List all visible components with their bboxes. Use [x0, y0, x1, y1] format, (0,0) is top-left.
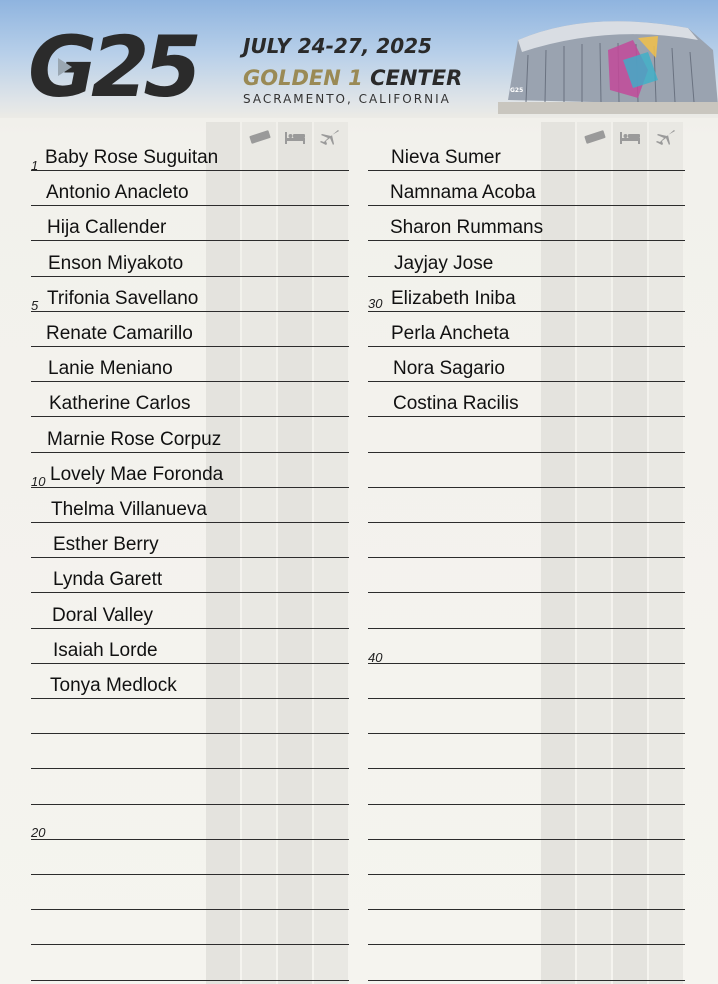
right-row[interactable] [368, 959, 685, 981]
right-name: Namnama Acoba [390, 182, 536, 204]
right-row[interactable] [368, 853, 685, 875]
left-row[interactable] [31, 923, 349, 945]
arena-image [498, 10, 718, 114]
left-name: Tonya Medlock [50, 675, 177, 696]
right-name: Costina Racilis [393, 393, 519, 415]
row-number-5: 5 [31, 298, 39, 313]
right-row[interactable] [368, 642, 685, 664]
venue-name-dark: CENTER [370, 66, 463, 90]
right-row[interactable] [368, 184, 685, 206]
left-name: Thelma Villanueva [51, 499, 207, 520]
ticket-icon [583, 128, 607, 146]
left-row[interactable] [31, 571, 349, 593]
event-header [0, 0, 718, 118]
row-number-10: 10 [31, 474, 46, 489]
left-row[interactable] [31, 360, 349, 382]
right-row[interactable] [368, 923, 685, 945]
left-row[interactable] [31, 712, 349, 734]
left-row[interactable] [31, 888, 349, 910]
left-row[interactable] [31, 959, 349, 981]
row-number-40: 40 [368, 650, 383, 665]
right-row[interactable] [368, 712, 685, 734]
left-name: Antonio Anacleto [46, 182, 189, 204]
event-date: JULY 24-27, 2025 [243, 34, 432, 58]
right-name: Perla Ancheta [391, 323, 510, 344]
right-row[interactable] [368, 252, 685, 277]
left-name: Katherine Carlos [49, 393, 191, 415]
right-row[interactable] [368, 783, 685, 805]
left-row[interactable] [31, 287, 349, 312]
row-number-30: 30 [368, 296, 383, 311]
left-row[interactable] [31, 818, 349, 840]
right-row[interactable] [368, 607, 685, 629]
left-name: Trifonia Savellano [47, 287, 199, 309]
left-row[interactable] [31, 149, 349, 171]
right-row[interactable] [368, 466, 685, 488]
right-row[interactable] [368, 149, 685, 171]
right-row[interactable] [368, 677, 685, 699]
left-name: Lynda Garett [53, 569, 163, 591]
left-name: Baby Rose Suguitan [45, 147, 219, 168]
right-row[interactable] [368, 747, 685, 769]
right-name: Jayjay Jose [394, 252, 494, 274]
right-row[interactable] [368, 501, 685, 523]
left-row[interactable] [31, 219, 349, 241]
left-name: Lovely Mae Foronda [50, 463, 224, 485]
left-row[interactable] [31, 428, 349, 453]
left-row[interactable] [31, 252, 349, 277]
left-row[interactable] [31, 463, 349, 488]
ticket-icon [248, 128, 272, 146]
venue-name-gold: GOLDEN 1 [243, 66, 363, 90]
event-location: SACRAMENTO, CALIFORNIA [243, 92, 451, 106]
left-row[interactable] [31, 325, 349, 347]
right-row[interactable] [368, 395, 685, 417]
right-name: Nieva Sumer [391, 147, 501, 168]
logo-arrow-icon [58, 58, 72, 76]
left-row[interactable] [31, 501, 349, 523]
row-number-20: 20 [31, 825, 46, 840]
airplane-icon [654, 128, 678, 146]
right-row[interactable] [368, 536, 685, 558]
left-row[interactable] [31, 184, 349, 206]
right-row[interactable] [368, 287, 685, 312]
left-name: Lanie Meniano [48, 358, 173, 380]
left-name: Marnie Rose Corpuz [47, 428, 222, 450]
left-name: Esther Berry [53, 534, 159, 556]
left-row[interactable] [31, 783, 349, 805]
right-row[interactable] [368, 219, 685, 241]
left-row[interactable] [31, 677, 349, 699]
left-row[interactable] [31, 747, 349, 769]
left-row[interactable] [31, 853, 349, 875]
arena-sign: G25 [510, 87, 524, 94]
right-row[interactable] [368, 431, 685, 453]
left-row[interactable] [31, 604, 349, 629]
right-row[interactable] [368, 818, 685, 840]
row-number-1: 1 [31, 158, 39, 173]
right-row[interactable] [368, 360, 685, 382]
right-row[interactable] [368, 571, 685, 593]
left-name: Isaiah Lorde [53, 639, 158, 661]
left-row[interactable] [31, 536, 349, 558]
airplane-icon [318, 128, 342, 146]
left-name: Hija Callender [47, 217, 167, 239]
left-row[interactable] [31, 395, 349, 417]
right-row[interactable] [368, 888, 685, 910]
right-row[interactable] [368, 325, 685, 347]
bed-icon [283, 128, 307, 146]
right-name: Sharon Rummans [390, 217, 544, 239]
bed-icon [618, 128, 642, 146]
left-name: Doral Valley [52, 604, 154, 626]
left-row[interactable] [31, 639, 349, 664]
left-name: Renate Camarillo [46, 323, 193, 344]
right-name: Elizabeth Iniba [391, 287, 516, 309]
event-logo: G25 [28, 18, 196, 116]
event-venue [243, 66, 462, 90]
right-name: Nora Sagario [393, 358, 505, 380]
left-name: Enson Miyakoto [48, 252, 184, 274]
